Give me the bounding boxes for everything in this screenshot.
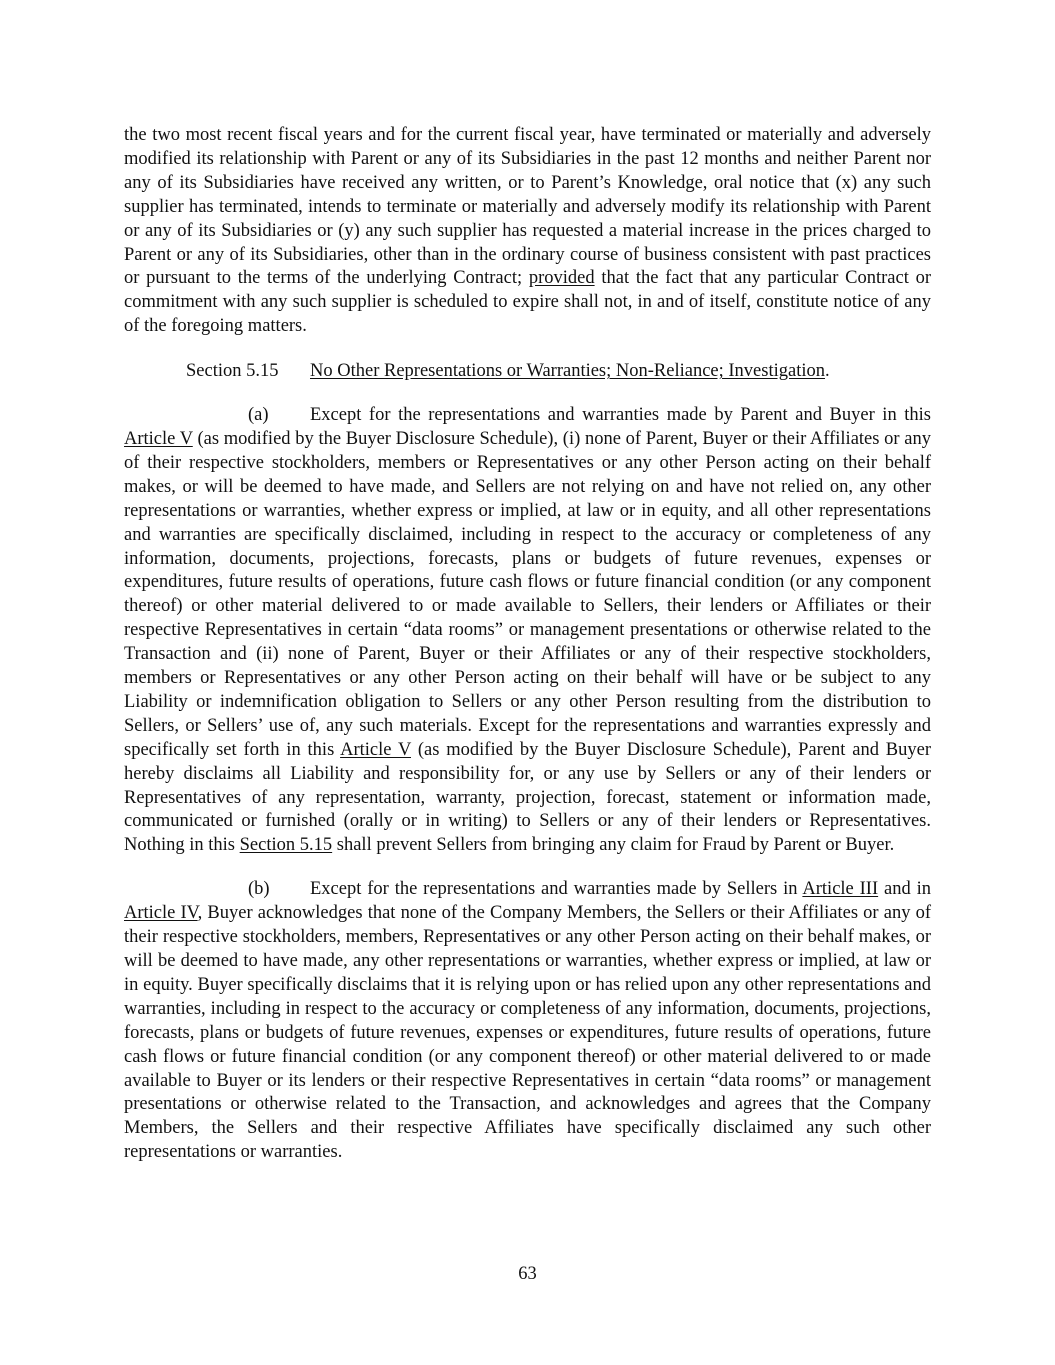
article-v-reference: Article V [340, 739, 411, 760]
section-heading: Section 5.15 No Other Representations or Warranties; Non-Reliance; Investigation. [124, 360, 931, 384]
paragraph-b: (b) Except for the representations and warranties made by Sellers in Article III and in Article IV, Buyer acknowledges that none of the Company Members, the Sellers or their Affiliates or any of their respective stockholders, members, Representatives or any other Person acting on their behalf makes, or will be deemed to have made, any other representations or warranties, whether express or implied, at law or in equity. Buyer specifically disclaims that it is relying upon or has relied upon any other representations and warranties, including in respect to the accuracy or completeness of any information, documents, projections, forecasts, plans or budgets of future revenues, expenses or expenditures, future results of operations, future cash flows or future financial condition (or any component thereof) or other material delivered to or made available to Buyer or its lenders or their respective Representatives in certain “data rooms” or management presentations or otherwise related to the Transaction, and acknowledges and agrees that the Company Members, the Sellers and their respective Affiliates have specifically disclaimed any such other representations or warranties. [124, 879, 931, 1163]
section-title: No Other Representations or Warranties; Non-Reliance; Investigation [310, 361, 825, 382]
document-page [124, 124, 931, 1185]
section-number: Section 5.15 [186, 361, 279, 382]
page-number: 63 [518, 1264, 537, 1284]
paragraph-b-label: (b) [248, 879, 270, 900]
article-iii-reference: Article III [802, 879, 879, 900]
paragraph-a: (a) Except for the representations and warranties made by Parent and Buyer in this Article V (as modified by the Buyer Disclosure Schedule), (i) none of Parent, Buyer or their Affiliates or any of their respective stockholders, members or Representatives or any other Person acting on their behalf makes, or will be deemed to have made, and Sellers are not relying on and have not relied on, any other representations or warranties, whether express or implied, at law or in equity, and all other representations and warranties are specifically disclaimed, including in respect to the accuracy or completeness of any information, documents, projections, forecasts, plans or budgets of future revenues, expenses or expenditures, future results of operations, future cash flows or future financial condition (or any component thereof) or other material delivered to or made available to Sellers, their lenders or Affiliates or their respective Representatives in certain “data rooms” or management presentations or otherwise related to the Transaction and (ii) none of Parent, Buyer or their Affiliates or any of their respective stockholders, members or Representatives or any other Person acting on their behalf will have or be subject to any Liability or indemnification obligation to Sellers or any other Person resulting from the distribution to Sellers, or Sellers’ use of, any such materials. Except for the representations and warranties expressly and specifically set forth in this Article V (as modified by the Buyer Disclosure Schedule), Parent and Buyer hereby disclaims all Liability and responsibility for, or any use by Sellers or any of their lenders or Representatives of any representation, warranty, projection, forecast, statement or information made, communicated or furnished (orally or in writing) to Sellers or any of their lenders or Representatives. Nothing in this Section 5.15 shall prevent Sellers from bringing any claim for Fraud by Parent or Buyer. [124, 405, 931, 856]
paragraph-a-label: (a) [248, 405, 269, 426]
article-iv-reference: Article IV [124, 903, 198, 924]
provided-term: provided [528, 268, 595, 289]
section-5-15-reference: Section 5.15 [239, 835, 333, 856]
continued-paragraph: the two most recent fiscal years and for the current fiscal year, have terminated or materially and adversely modified its relationship with Parent or any of its Subsidiaries in the past 12 months and neither Parent nor any of its Subsidiaries have received any written, or to Parent’s Knowledge, oral notice that (x) any such supplier has terminated, intends to terminate or materially and adversely modify its relationship with Parent or any of its Subsidiaries or (y) any such supplier has requested a material increase in the prices charged to Parent or any of its Subsidiaries, other than in the ordinary course of business consistent with past practices or pursuant to the terms of the underlying Contract; provided that the fact that any particular Contract or commitment with any such supplier is scheduled to expire shall not, in and of itself, constitute notice of any of the foregoing matters. [124, 125, 931, 337]
article-v-reference: Article V [124, 428, 193, 449]
